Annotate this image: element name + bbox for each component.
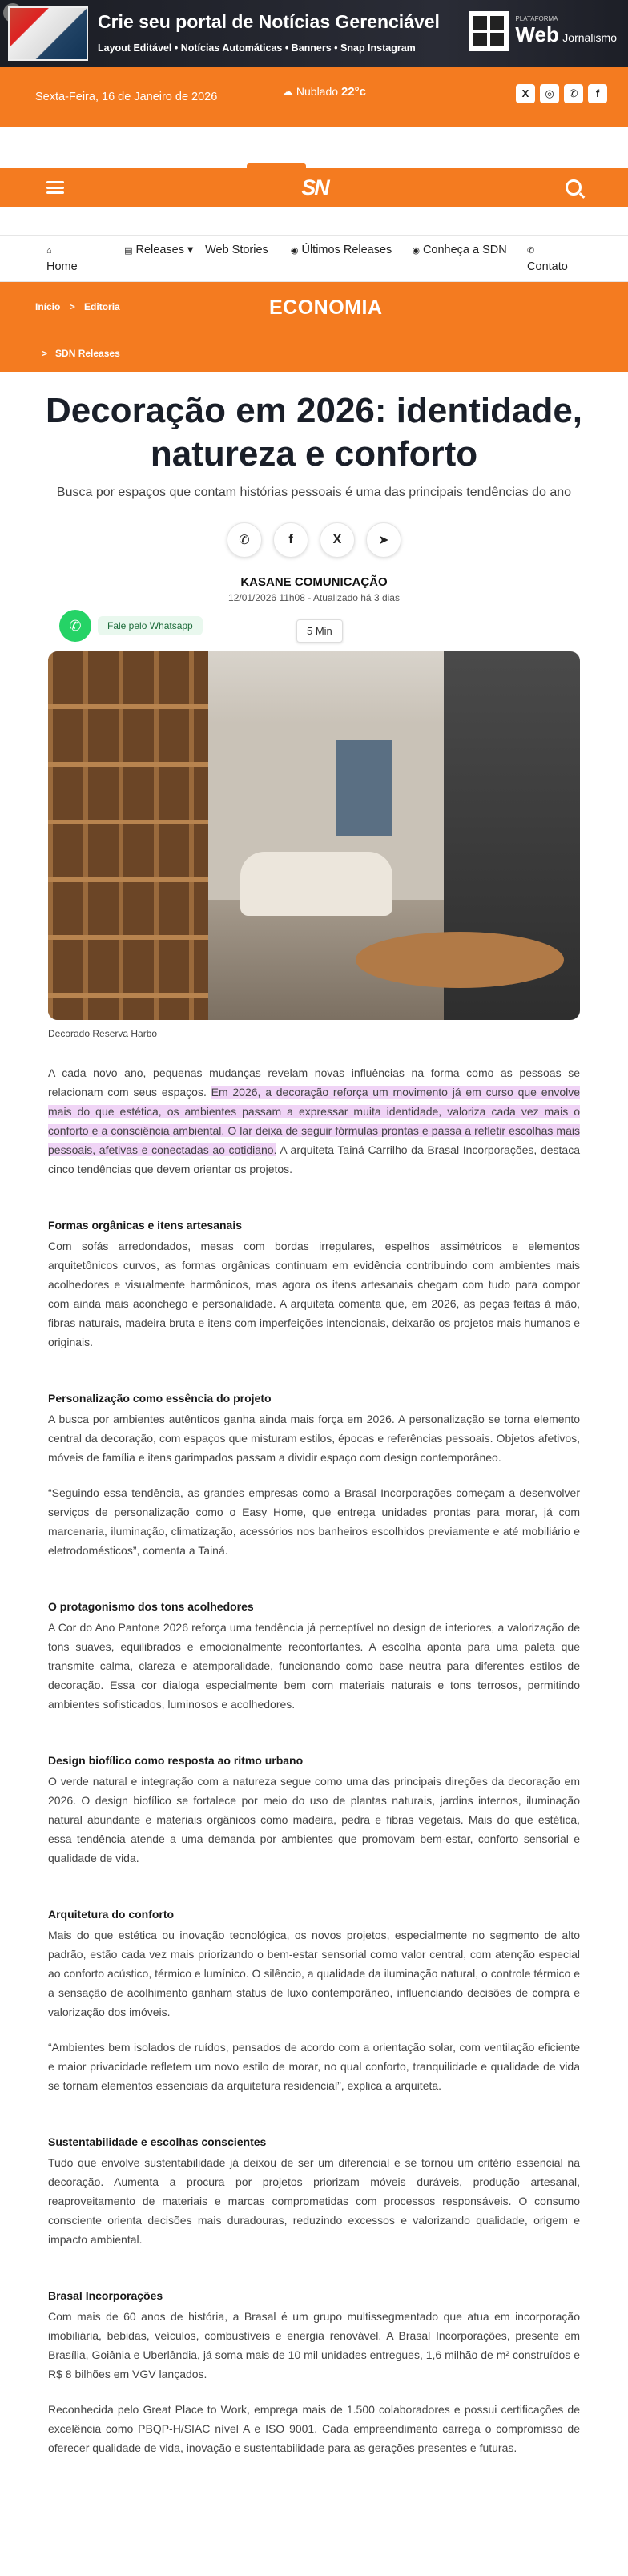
ad-subtitle: Layout Editável • Notícias Automáticas • Banners • Snap Instagram	[98, 42, 416, 54]
section-heading: Brasal Incorporações	[48, 2289, 163, 2302]
info-bar	[0, 67, 628, 127]
social-links	[516, 84, 607, 103]
facebook-icon[interactable]: f	[588, 84, 607, 103]
breadcrumb-separator: >	[42, 348, 48, 359]
breadcrumb-sub	[42, 348, 120, 359]
section-heading: Arquitetura do conforto	[48, 1908, 175, 1921]
whatsapp-share-icon[interactable]: ✆	[227, 522, 262, 558]
ad-banner[interactable]	[0, 0, 628, 67]
weather-temp: 22°c	[340, 85, 366, 99]
telegram-share-icon[interactable]: ➤	[366, 522, 401, 558]
breadcrumb-section[interactable]: Editoria	[84, 301, 120, 312]
search-icon[interactable]	[566, 179, 582, 196]
whatsapp-label[interactable]: Fale pelo Whatsapp	[98, 616, 203, 635]
section-paragraph: A busca por ambientes autênticos ganha ainda mais força em 2026. A personalização se torna elemento central da decoração, com espaços que misturam estilos, épocas e referências pessoais. Objetos afetivos, móveis de família e itens garimpados passam a dividir espaço com design contemporâneo.	[48, 1413, 580, 1464]
ad-logo-big: Web	[515, 22, 559, 46]
menu-label: Releases ▾	[135, 244, 194, 256]
section-paragraph: Reconhecida pelo Great Place to Work, emprega mais de 1.500 colaboradores e possui certificações de excelência como PBQP-H/SIAC nível A e ISO 9001. Cada empreendimento carrega o compromisso de oferecer qualidade de vida, inovação e sustentabilidade para as gerações presentes e futuras.	[48, 2403, 580, 2454]
article-meta: 12/01/2026 11h08 - Atualizado há 3 dias	[228, 592, 400, 603]
section-paragraph: “Seguindo essa tendência, as grandes empresas como a Brasal Incorporações começam a desenvolver serviços de personalização como o Easy Home, que entrega unidades prontas para morar, já com marcenaria, iluminação, climatização, acessórios nos banheiros escolhidos previamente e até mobiliário e eletrodomésticos”, comenta a Tainá.	[48, 1486, 580, 1557]
breadcrumb-home[interactable]: Início	[35, 301, 61, 312]
rss-icon: ◉	[412, 246, 420, 256]
phone-icon: ✆	[527, 246, 535, 256]
main-menu	[0, 236, 628, 282]
ad-thumbnail	[8, 6, 88, 61]
menu-item-contato[interactable]	[527, 236, 582, 281]
read-time-badge: 5 Min	[296, 619, 343, 643]
section-heading: Personalização como essência do projeto	[48, 1392, 272, 1405]
article-subtitle: Busca por espaços que contam histórias pessoais é uma das principais tendências do ano	[56, 486, 572, 499]
image-caption: Decorado Reserva Harbo	[48, 1028, 158, 1039]
breadcrumb-sub-link[interactable]: SDN Releases	[55, 348, 120, 359]
intro-paragraph	[48, 1063, 580, 1179]
menu-label: Conheça a SDN	[422, 244, 507, 256]
x-share-icon[interactable]: X	[320, 522, 355, 558]
menu-item-releases[interactable]	[124, 236, 205, 281]
category-title: ECONOMIA	[269, 296, 383, 319]
section-paragraph: Mais do que estética ou inovação tecnológica, os novos projetos, especialmente no segmento de alto padrão, estão cada vez mais priorizando o bem-estar sensorial como valor central, com atenção especial ao conforto acústico, térmico e lumínico. O silêncio, a qualidade da iluminação natural, o controle térmico e a sensação de acolhimento ganham status de luxo contemporâneo, influenciando decisões de compra e valorização dos imóveis.	[48, 1929, 580, 2018]
section-paragraph: O verde natural e integração com a natureza segue como uma das principais direções da decoração em 2026. O design biofílico se fortalece por meio do uso de plantas naturais, jardins internos, iluminação natural abundante e materiais orgânicos como madeira, pedra e fibras vegetais. Mais do que estética, essa tendência atende a uma demanda por ambientes que promovam bem-estar, conforto sensorial e qualidade de vida.	[48, 1775, 580, 1864]
intro-text: A cada novo ano, pequenas mudanças revelam novas influências na forma como as pessoas se relacionam com seus espaços.	[48, 1066, 580, 1099]
article-body	[0, 1039, 628, 2505]
site-logo[interactable]: SN	[301, 175, 328, 200]
intro-highlight: Em 2026, a decoração reforça um movimento já em curso que envolve mais do que estética, os ambientes passam a expressar muita identidade, valoriza cada vez mais o conforto e a consciência ambiental. O lar deixa de seguir fórmulas prontas e passa a refletir escolhas mais pessoais, afetivas e conectadas ao cotidiano.	[48, 1086, 580, 1156]
menu-label: Contato	[527, 260, 568, 273]
menu-label: Home	[46, 260, 78, 273]
weather	[282, 85, 366, 99]
rss-icon: ◉	[290, 246, 299, 256]
author: KASANE COMUNICAÇÃO	[240, 575, 388, 589]
home-icon: ⌂	[46, 246, 52, 256]
share-buttons	[16, 522, 612, 558]
menu-item-web-stories[interactable]	[205, 236, 291, 281]
intro-text: A arquiteta Tainá Carrilho da Brasal Incorporações, destaca cinco tendências que devem orientar os projetos.	[48, 1143, 580, 1175]
category-bar	[0, 282, 628, 372]
menu-label: Web Stories	[205, 244, 268, 256]
article-header	[0, 372, 628, 603]
section-paragraph: Com mais de 60 anos de história, a Brasal é um grupo multissegmentado que atua em incorporação imobiliária, bebidas, veículos, combustíveis e energia renovável. A Brasal Incorporações, presente em Brasília, Goiânia e Uberlândia, já soma mais de 10 mil unidades entregues, 1,6 milhão de m² construídos e R$ 8 bilhões em VGV lançados.	[48, 2310, 580, 2380]
facebook-share-icon[interactable]: f	[273, 522, 308, 558]
section-heading: Formas orgânicas e itens artesanais	[48, 1219, 242, 1232]
instagram-icon[interactable]: ◎	[540, 84, 559, 103]
breadcrumb-separator: >	[69, 301, 75, 312]
section-paragraph: Com sofás arredondados, mesas com bordas irregulares, espelhos assimétricos e elementos arquitetônicos curvos, as formas orgânicas continuam em evidência contribuindo com ambientes mais acolhedores e visualmente harmônicos, mas agora os itens artesanais chegam com tudo para compor com ainda mais aconchego e personalidade. A arquiteta comenta que, em 2026, as peças feitas à mão, fibras naturais, madeira bruta e itens com imperfeições intencionais, deixarão os projetos mais humanos e originais.	[48, 1240, 580, 1348]
breadcrumb	[35, 301, 120, 312]
menu-item-home[interactable]	[46, 236, 124, 281]
section-heading: O protagonismo dos tons acolhedores	[48, 1600, 254, 1613]
whatsapp-icon[interactable]: ✆	[564, 84, 583, 103]
x-icon[interactable]: X	[516, 84, 535, 103]
ad-logo-sub: Jornalismo	[562, 31, 617, 44]
newspaper-icon: ▤	[124, 246, 133, 256]
current-date: Sexta-Feira, 16 de Janeiro de 2026	[35, 91, 218, 103]
whatsapp-row	[0, 610, 628, 647]
article-title: Decoração em 2026: identidade, natureza e conforto	[45, 391, 583, 474]
navbar	[0, 168, 628, 207]
section-paragraph: A Cor do Ano Pantone 2026 reforça uma tendência já perceptível no design de interiores, a valorização de tons suaves, equilibrados e emocionalmente reconfortantes. A escolha aponta para uma paleta que transmite calma, clareza e atemporalidade, funcionando como base neutra para diferentes estilos de decoração. Essa cor dialoga especialmente bem com materiais naturais e tons terrosos, permitindo ambientes sofisticados, luminosos e acolhedores.	[48, 1621, 580, 1711]
ad-title: Crie seu portal de Notícias Gerenciável	[98, 11, 440, 32]
weather-label: Nublado	[296, 85, 339, 98]
menu-item-ultimos-releases[interactable]	[291, 236, 412, 281]
menu-label: Últimos Releases	[301, 244, 392, 256]
hamburger-menu-icon[interactable]	[46, 181, 64, 194]
whatsapp-chat-button[interactable]: ✆	[59, 610, 91, 642]
grid-logo-icon	[469, 11, 509, 51]
ad-logo	[469, 11, 617, 51]
section-heading: Design biofílico como resposta ao ritmo urbano	[48, 1754, 304, 1767]
section-paragraph: “Ambientes bem isolados de ruídos, pensados de acordo com a orientação solar, com ventilação eficiente e maior privacidade refletem um novo estilo de morar, no qual conforto, tranquilidade e qualidade de vida se tornam elementos essenciais da arquitetura residencial”, explica a arquiteta.	[48, 2041, 580, 2092]
section-heading: Sustentabilidade e escolhas conscientes	[48, 2135, 267, 2148]
spacer	[0, 127, 628, 168]
ad-logo-small: PLATAFORMA	[515, 15, 558, 22]
spacer	[0, 207, 628, 236]
article-hero-image	[48, 651, 580, 1020]
menu-item-conheca[interactable]	[412, 236, 527, 281]
cloud-icon: ☁	[282, 85, 293, 98]
section-paragraph: Tudo que envolve sustentabilidade já deixou de ser um diferencial e se tornou um critério essencial na decoração. Aumenta a procura por projetos priorizam móveis duráveis, produção artesanal, reaproveitamento de materiais e marcas comprometidas com processos responsáveis. O consumo consciente orienta decisões mais duradouras, reduzindo excessos e valorizando qualidade, origem e impacto ambiental.	[48, 2156, 580, 2246]
